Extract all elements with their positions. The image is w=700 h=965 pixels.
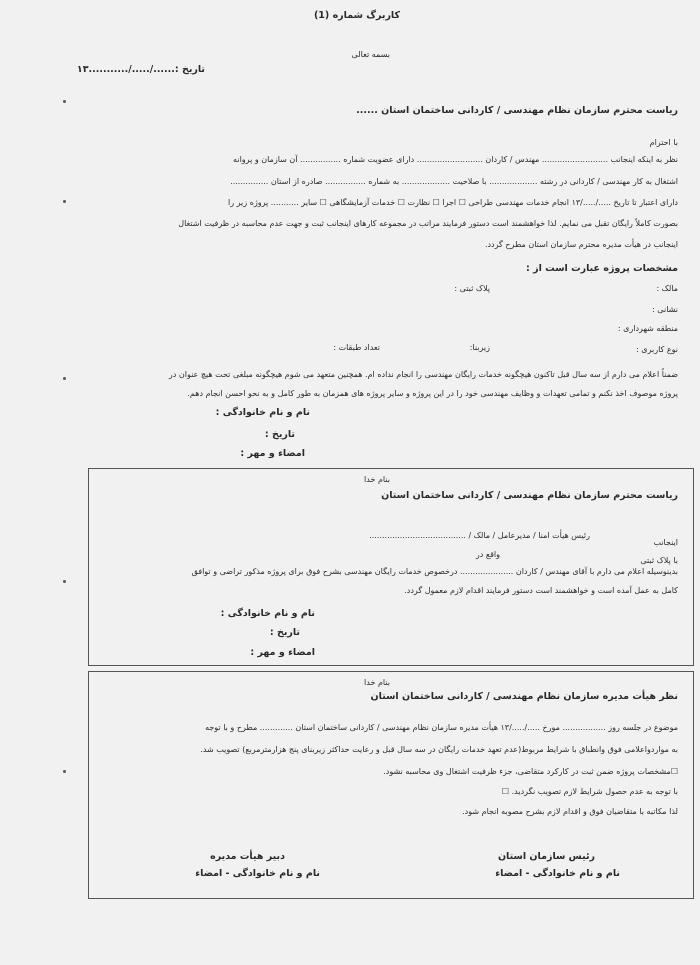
owner-salutation: ریاست محترم سازمان نظام مهندسی / کاردانی ساختمان استان <box>381 490 678 501</box>
project-address: نشانی : <box>652 305 678 314</box>
project-usage: نوع کاربری : <box>636 345 678 354</box>
project-plot: پلاک ثبتی : <box>454 284 490 293</box>
letter-line: اشتغال به کار مهندسی / کاردانی در رشته ................... با صلاحیت ................... به شماره ................ صادره از استان ............... <box>230 177 678 186</box>
board-line1: موضوع در جلسه روز ................. مورخ ...../...../۱۳ هیأت مدیره سازمان نظام مهندسی / کاردانی ساختمان استان ............. مطرح و با توجه <box>205 723 678 732</box>
owner-sign: امضاء و مهر : <box>250 647 315 658</box>
scan-speck <box>63 100 66 103</box>
scan-speck <box>63 770 66 773</box>
board-line4: با توجه به عدم حصول شرایط لازم تصویب نگردید. ☐ <box>501 787 678 796</box>
owner-line2-mid: واقع در <box>475 550 500 559</box>
board-bismillah: بنام خدا <box>364 678 390 687</box>
owner-name: نام و نام خانوادگی : <box>220 608 315 619</box>
declaration-line: پروژه موصوف اخذ نکنم و تمامی تعهدات و وظایف مهندسی خود را در این پروژه و سایر پروژه های همزمان به طور کامل و به نحو احسن انجام دهم. <box>187 389 678 398</box>
owner-date: تاریخ : <box>269 627 300 638</box>
board-sign-right-title: رئیس سازمان استان <box>497 851 595 862</box>
board-sign-left-title: دبیر هیأت مدیره <box>210 851 285 862</box>
project-area: زیربنا: <box>469 343 490 352</box>
declaration-sign: امضاء و مهر : <box>240 448 305 459</box>
date-line: تاریخ :....../...../...........۱۳ <box>76 64 205 75</box>
bismillah: بسمه تعالی <box>351 50 390 59</box>
letter-line: دارای اعتبار تا تاریخ ...../...../۱۳ انجام خدمات مهندسی طراحی ☐ اجرا ☐ نظارت ☐ خدمات آزمایشگاهی ☐ سایر ........... پروژه زیر را <box>228 198 678 207</box>
board-line3: ☐مشخصات پروژه ضمن ثبت در کارکرد متقاضی، جزء ظرفیت اشتغال وی محاسبه نشود. <box>383 767 678 776</box>
owner-bismillah: بنام خدا <box>364 475 390 484</box>
declaration-line: ضمناً اعلام می دارم از سه سال قبل تاکنون هیچگونه خدمات رایگان مهندسی را انجام نداده ام. همچنین متعهد می شوم هیچگونه مبلغی تحت هیچ عنوان در <box>168 370 678 379</box>
letter-respect: با احترام <box>649 138 678 147</box>
board-section-box <box>88 671 694 899</box>
letter-salutation: ریاست محترم سازمان نظام مهندسی / کاردانی ساختمان استان ...... <box>356 105 678 116</box>
declaration-name: نام و نام خانوادگی : <box>215 407 310 418</box>
board-line5: لذا مکاتبه با متقاضیان فوق و اقدام لازم بشرح مصوبه انجام شود. <box>462 807 678 816</box>
owner-line2-right: با پلاک ثبتی <box>640 556 678 565</box>
board-line2: به مواردواعلامی فوق وانطباق با شرایط مربوط(عدم تعهد خدمات رایگان در سه سال قبل و رعایت حداکثر زیربنای پنج هزارمترمربع) تصویب شد. <box>200 745 678 754</box>
project-district: منطقه شهرداری : <box>617 324 678 333</box>
board-title: نظر هیأت مدیره سازمان نظام مهندسی / کاردانی ساختمان استان <box>370 691 678 702</box>
owner-line1-mid: رئیس هیأت امنا / مدیرعامل / مالک / ...................................... <box>369 531 590 540</box>
letter-line: اینجانب در هیأت مدیره محترم سازمان استان مطرح گردد. <box>484 240 678 249</box>
card-title: کاربرگ شماره (1) <box>313 10 400 21</box>
scan-speck <box>63 377 66 380</box>
owner-line1-right: اینجانب <box>653 538 678 547</box>
declaration-date: تاریخ : <box>264 429 295 440</box>
owner-line3: بدینوسیله اعلام می دارم با آقای مهندس / کاردان ..................... درخصوص خدمات رایگان مهندسی بشرح فوق برای پروژه مذکور تراضی و توافق <box>191 567 678 576</box>
project-owner: مالک : <box>656 284 678 293</box>
scan-speck <box>63 580 66 583</box>
letter-line: بصورت کاملاً رایگان تقبل می نمایم. لذا خواهشمند است دستور فرمایند مراتب در مجموعه کارهای اینجانب ثبت و جهت عدم محاسبه در ظرفیت اشتغال <box>178 219 678 228</box>
board-sign-left-name: نام و نام خانوادگی - امضاء <box>195 868 320 879</box>
project-heading: مشخصات پروژه عبارت است از : <box>526 263 678 274</box>
project-floors: تعداد طبقات : <box>333 343 380 352</box>
owner-line4: کامل به عمل آمده است و خواهشمند است دستور فرمایند اقدام لازم معمول گردد. <box>404 586 678 595</box>
letter-line: نظر به اینکه اینجانب .......................... مهندس / کاردان .......................... دارای عضویت شماره ................ آن سازمان و پروانه <box>233 155 678 164</box>
board-sign-right-name: نام و نام خانوادگی - امضاء <box>495 868 620 879</box>
scan-speck <box>63 200 66 203</box>
